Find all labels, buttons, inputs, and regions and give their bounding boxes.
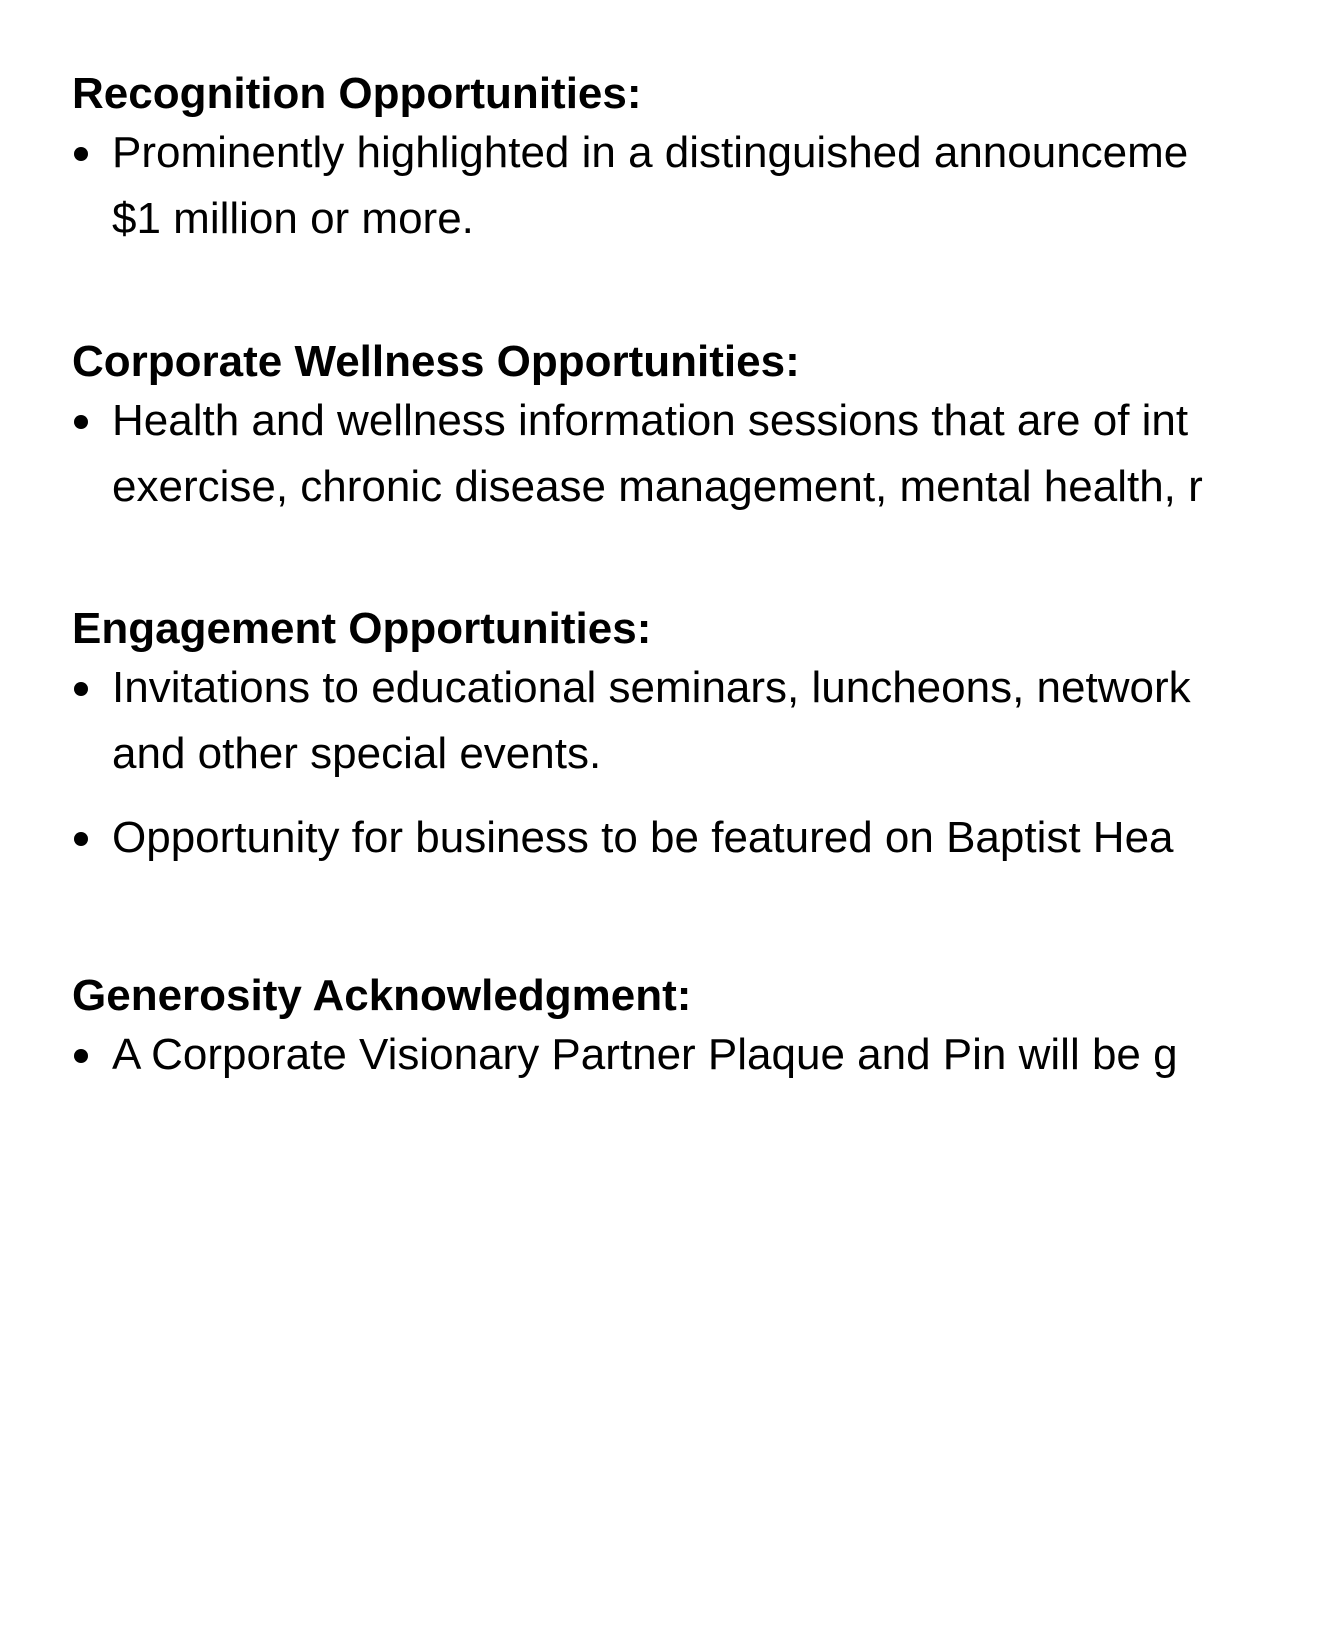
bullet-icon — [74, 832, 88, 846]
item-text: and other special events. — [112, 729, 602, 778]
wellness-section — [72, 336, 1331, 520]
section-heading: Corporate Wellness Opportunities: — [72, 337, 800, 386]
item-text: Prominently highlighted in a distinguished announceme — [112, 128, 1189, 177]
engagement-section — [72, 603, 1331, 871]
bullet-icon — [74, 147, 88, 161]
section-heading: Generosity Acknowledgment: — [72, 971, 692, 1020]
list-item — [72, 388, 1331, 520]
section-heading: Recognition Opportunities: — [72, 69, 642, 118]
list-item — [72, 805, 1331, 871]
item-text: Opportunity for business to be featured on Baptist Hea — [112, 813, 1174, 862]
item-text: $1 million or more. — [112, 194, 474, 243]
generosity-section — [72, 970, 1331, 1088]
bullet-icon — [74, 682, 88, 696]
item-text: A Corporate Visionary Partner Plaque and Pin will be g — [112, 1030, 1178, 1079]
list-item — [72, 655, 1331, 787]
item-text: Invitations to educational seminars, luncheons, network — [112, 663, 1191, 712]
bullet-icon — [74, 415, 88, 429]
item-text: exercise, chronic disease management, mental health, r — [112, 462, 1203, 511]
section-heading: Engagement Opportunities: — [72, 604, 652, 653]
bullet-icon — [74, 1049, 88, 1063]
item-text: Health and wellness information sessions that are of int — [112, 396, 1189, 445]
list-item — [72, 120, 1331, 252]
recognition-section — [72, 68, 1331, 252]
list-item — [72, 1022, 1331, 1088]
